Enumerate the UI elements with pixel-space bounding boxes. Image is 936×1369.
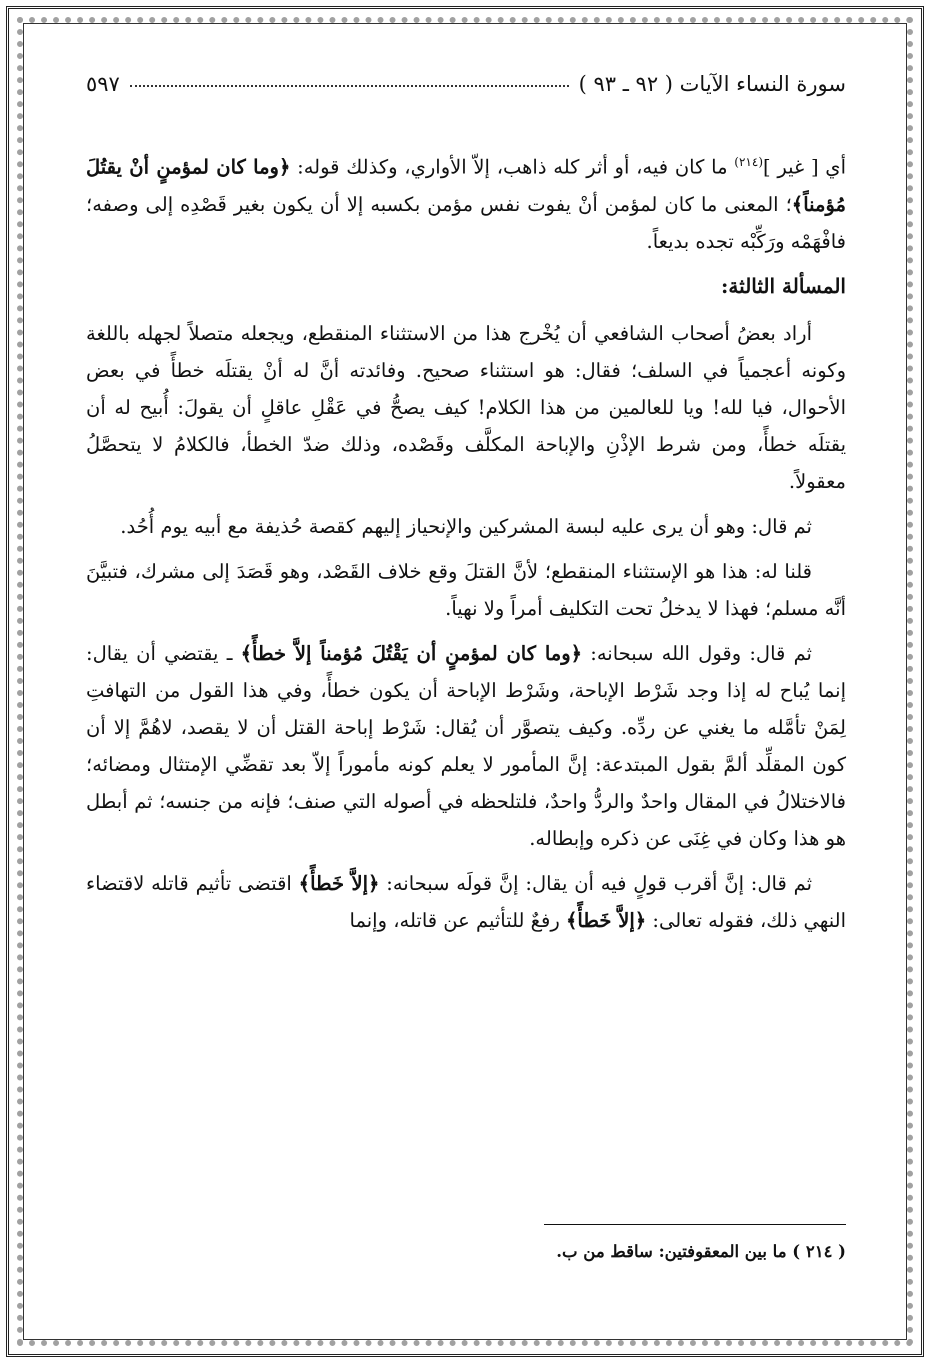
footnote: ( ٢١٤ ) ما بين المعقوفتين: ساقط من ب. [556,1242,846,1261]
paragraph-1 [86,144,846,260]
page-number: ٥٩٧ [86,72,120,96]
text-run: ما كان فيه، أو أثر كله ذاهب، إلاّ الأواري، وكذلك قوله: [290,155,735,179]
footnote-divider [544,1224,846,1225]
paragraph-5 [86,635,846,857]
main-text [86,144,846,939]
section-heading: المسألة الثالثة: [721,273,846,298]
text-run: ؛ المعنى ما كان لمؤمن أنْ يفوت نفس مؤمن بكسبه إلا أن يكون بغير قَصْدِه إلى وصفه؛ فافْهَمْه ورَكِّبْه تجده بديعاً. [86,192,846,253]
text-run: رفعٌ للتأثيم عن قاتله، وإنما [349,908,566,932]
leader-dots [130,85,569,87]
running-title: سورة النساء الآيات ( ٩٢ ـ ٩٣ ) [578,72,846,96]
paragraph-3: ثم قال: وهو أن يرى عليه لبسة المشركين والإنحياز إليهم كقصة حُذيفة مع أبيه يوم أُحُد. [120,514,812,538]
running-header [86,56,846,96]
text-run: أي [ غير ] [763,155,846,179]
text-run: ثم قال: إنَّ أقرب قولٍ فيه أن يقال: إنَّ قولَه سبحانه: [379,871,813,895]
paragraph-6 [86,865,846,939]
quran-quote: ﴿إلاَّ خَطأً﴾ [566,908,647,932]
footnote-reference: (٢١٤) [734,155,763,169]
book-page [86,56,846,1296]
text-run: ثم قال: وقول الله سبحانه: [582,641,812,665]
paragraph-2: أراد بعضُ أصحاب الشافعي أن يُخْرج هذا من الاستثناء المنقطع، ويجعله متصلاً لجهله باللغة وكونه أعجمياً في السلف؛ فقال: هو استثناء صحيح. وفائدته أنَّ له أنْ يقتلَه خطأً في بعض الأحوال، فيا لله! ويا للعالمين من هذا الكلام! كيف يصحُّ في عَقْلِ عاقلٍ أن يقولَ: أُبيح له أن يقتلَه خطأً، ومن شرط الإذْنِ والإباحة المكلَّف وقَصْده، وذلك ضدّ الخطأ، فالكلامُ لا يتحصَّلُ معقولاً. [86,321,846,493]
quran-quote: ﴿وما كان لمؤمنٍ أنْ يقتُلَ مُؤمناً﴾ [86,155,846,216]
text-run: ـ يقتضي أن يقال: إنما يُباح له إذا وجد شَرْط الإباحة، وشَرْط الإباحة أن يكون خطأً، وفي هذا القول من التهافتِ لِمَنْ تأمَّله ما يغني عن ردِّه. وكيف يتصوَّر أن يُقال: شَرْط إباحة القتل أن لا يقصد، لاهُمَّ إلا أن كون المقلِّد ألمَّ بقول المبتدعة: إنَّ المأمور لا يعلم كونه مأموراً إلاّ بعد تقضِّي الإمتثال ومضائه؛ فالاختلالُ في المقال واحدٌ والردُّ واحدٌ، فلتلحظه في أصوله التي صنف؛ فإنه من جنسه؛ ثم أبطل هو هذا وكان في غِنَى عن ذكره وإبطاله. [86,641,846,850]
text-run: اقتضى تأثيم قاتله لاقتضاء النهي ذلك، فقوله تعالى: [86,871,846,932]
quran-quote: ﴿إلاَّ خَطأً﴾ [298,871,380,895]
quran-quote: ﴿وما كان لمؤمنٍ أن يَقْتُلَ مُؤمناً إلاَّ خطأً﴾ [240,641,583,665]
paragraph-4: قلنا له: هذا هو الإستثناء المنقطع؛ لأنَّ القتلَ وقع خلاف القَصْد، وهو قَصَدَ إلى مشرك، فتبيَّنَ أنَّه مسلم؛ فهذا لا يدخلُ تحت التكليف أمراً ولا نهياً. [86,559,846,620]
